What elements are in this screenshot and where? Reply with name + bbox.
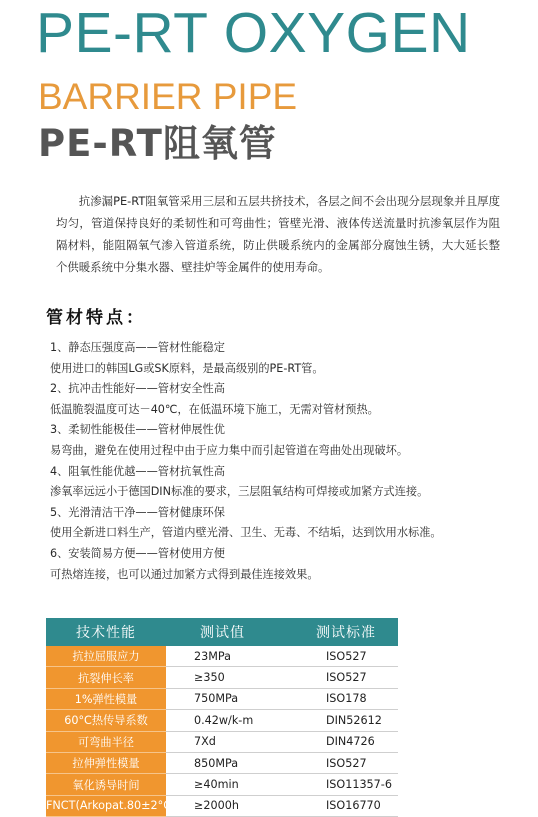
features-heading: 管材特点： — [46, 308, 146, 328]
title-en-line2: BARRIER PIPE — [38, 76, 298, 117]
table-row — [46, 774, 398, 795]
title-cn: PE-RT阻氧管 — [38, 122, 277, 165]
feature-line: 1、静态压强度高——管材性能稳定 — [50, 341, 225, 354]
spec-table — [46, 618, 398, 817]
title-en-line1: PE-RT OXYGEN — [36, 1, 471, 65]
row-standard: ISO16770 — [312, 795, 398, 816]
feature-line: 6、安装简易方便——管材使用方便 — [50, 546, 225, 560]
feature-line: 3、柔韧性能极佳——管材伸展性优 — [50, 423, 225, 437]
feature-line: 渗氧率远远小于德国DIN标准的要求，三层阻氧结构可焊接或加紧方式连接。 — [50, 485, 429, 499]
row-standard: DIN4726 — [312, 731, 398, 752]
row-standard: DIN52612 — [312, 710, 398, 731]
feature-line: 使用进口的韩国LG或SK原料，是最高级别的PE-RT管。 — [50, 361, 324, 375]
row-value: 23MPa — [166, 646, 312, 667]
feature-line: 4、阻氧性能优越——管材抗氧性高 — [50, 464, 225, 478]
row-property: 抗裂伸长率 — [46, 667, 166, 688]
header-property: 技术性能 — [46, 618, 166, 646]
feature-line: 低温脆裂温度可达－40℃，在低温环境下施工，无需对管材预热。 — [50, 402, 379, 416]
table-row — [46, 752, 398, 773]
row-value: 850MPa — [166, 752, 312, 773]
row-property: FNCT(Arkopat.80±2°C) — [46, 795, 166, 816]
header-test-value: 测试值 — [166, 618, 312, 646]
features-list — [50, 338, 500, 585]
row-property: 1%弹性模量 — [46, 688, 166, 709]
table-row — [46, 646, 398, 667]
feature-line: 2、抗冲击性能好——管材安全性高 — [50, 382, 225, 396]
intro-paragraph: 抗渗漏PE-RT阻氧管采用三层和五层共挤技术，各层之间不会出现分层现象并且厚度均匀，管道保持良好的柔韧性和可弯曲性；管壁光滑、液体传送流量时抗渗氧层作为阻隔材料，能阻隔氧气渗入管道系统，防止供暖系统内的金属部分腐蚀生锈，大大延长整个供暖系统中分集水器、壁挂炉等金属件的使用寿命。 — [56, 194, 500, 274]
table-row — [46, 688, 398, 709]
row-value: 0.42w/k-m — [166, 710, 312, 731]
row-value: 7Xd — [166, 731, 312, 752]
row-property: 可弯曲半径 — [46, 731, 166, 752]
table-row — [46, 667, 398, 688]
feature-line: 使用全新进口料生产，管道内壁光滑、卫生、无毒、不结垢，达到饮用水标准。 — [50, 526, 442, 540]
table-row — [46, 731, 398, 752]
row-standard: ISO527 — [312, 667, 398, 688]
row-value: ≥40min — [166, 774, 312, 795]
row-standard: ISO11357-6 — [312, 774, 398, 795]
row-property: 抗拉屈服应力 — [46, 646, 166, 667]
header-test-standard: 测试标准 — [312, 618, 398, 646]
table-row — [46, 710, 398, 731]
row-standard: ISO527 — [312, 646, 398, 667]
table-row — [46, 795, 398, 816]
row-value: ≥350 — [166, 667, 312, 688]
row-standard: ISO527 — [312, 752, 398, 773]
feature-line: 可热熔连接，也可以通过加紧方式得到最佳连接效果。 — [50, 567, 319, 581]
row-property: 拉伸弹性模量 — [46, 752, 166, 773]
row-property: 60°C热传导系数 — [46, 710, 166, 731]
feature-line: 易弯曲，避免在使用过程中由于应力集中而引起管道在弯曲处出现破坏。 — [50, 443, 409, 457]
feature-line: 5、光滑清洁干净——管材健康环保 — [50, 505, 225, 519]
row-property: 氧化诱导时间 — [46, 774, 166, 795]
row-value: ≥2000h — [166, 795, 312, 816]
row-standard: ISO178 — [312, 688, 398, 709]
spec-table-header — [46, 618, 398, 646]
row-value: 750MPa — [166, 688, 312, 709]
